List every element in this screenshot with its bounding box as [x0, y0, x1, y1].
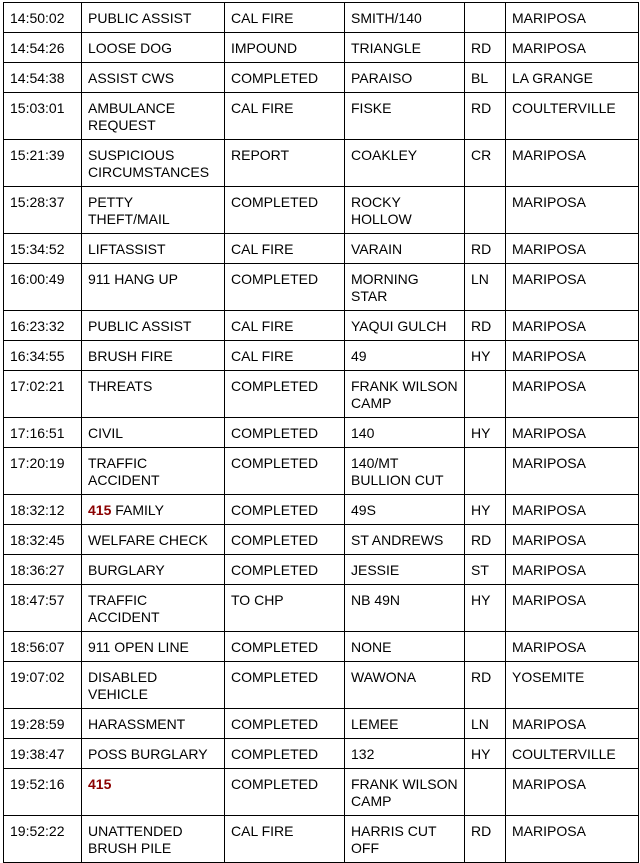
time-cell: 18:36:27	[4, 555, 82, 585]
time-cell: 14:54:26	[4, 33, 82, 63]
city-cell: MARIPOSA	[506, 140, 639, 187]
disposition-cell: COMPLETED	[225, 632, 345, 662]
table-row	[4, 709, 639, 739]
disposition-cell: IMPOUND	[225, 33, 345, 63]
city-cell: MARIPOSA	[506, 585, 639, 632]
city-cell: MARIPOSA	[506, 234, 639, 264]
call-log-table	[3, 2, 639, 863]
table-row	[4, 3, 639, 33]
disposition-cell: COMPLETED	[225, 769, 345, 816]
highlight-code: 415	[88, 502, 112, 518]
table-row	[4, 140, 639, 187]
disposition-cell: REPORT	[225, 140, 345, 187]
time-cell: 16:00:49	[4, 264, 82, 311]
street-suffix-cell: RD	[465, 525, 506, 555]
city-cell: LA GRANGE	[506, 63, 639, 93]
location-cell: 132	[345, 739, 465, 769]
city-cell: MARIPOSA	[506, 632, 639, 662]
street-suffix-cell: RD	[465, 234, 506, 264]
incident-type-cell: TRAFFIC ACCIDENT	[82, 585, 225, 632]
street-suffix-cell: LN	[465, 709, 506, 739]
disposition-cell: COMPLETED	[225, 495, 345, 525]
incident-type-cell: POSS BURGLARY	[82, 739, 225, 769]
table-row	[4, 371, 639, 418]
incident-type-cell	[82, 495, 225, 525]
table-row	[4, 555, 639, 585]
city-cell: COULTERVILLE	[506, 93, 639, 140]
location-cell: HARRIS CUT OFF	[345, 816, 465, 863]
time-cell: 18:32:12	[4, 495, 82, 525]
table-row	[4, 264, 639, 311]
incident-type-cell: THREATS	[82, 371, 225, 418]
incident-type-cell: PUBLIC ASSIST	[82, 3, 225, 33]
time-cell: 18:56:07	[4, 632, 82, 662]
street-suffix-cell: HY	[465, 341, 506, 371]
time-cell: 14:54:38	[4, 63, 82, 93]
location-cell: ST ANDREWS	[345, 525, 465, 555]
highlight-code: 415	[88, 776, 112, 792]
disposition-cell: COMPLETED	[225, 187, 345, 234]
time-cell: 17:20:19	[4, 448, 82, 495]
city-cell: MARIPOSA	[506, 3, 639, 33]
disposition-cell: CAL FIRE	[225, 816, 345, 863]
location-cell: NONE	[345, 632, 465, 662]
disposition-cell: TO CHP	[225, 585, 345, 632]
location-cell: FISKE	[345, 93, 465, 140]
incident-type-cell: AMBULANCE REQUEST	[82, 93, 225, 140]
incident-type-cell: TRAFFIC ACCIDENT	[82, 448, 225, 495]
disposition-cell: COMPLETED	[225, 709, 345, 739]
table-row	[4, 662, 639, 709]
disposition-cell: CAL FIRE	[225, 341, 345, 371]
time-cell: 19:38:47	[4, 739, 82, 769]
city-cell: MARIPOSA	[506, 264, 639, 311]
incident-type-cell: DISABLED VEHICLE	[82, 662, 225, 709]
table-row	[4, 632, 639, 662]
location-cell: 140/MT BULLION CUT	[345, 448, 465, 495]
street-suffix-cell: HY	[465, 418, 506, 448]
street-suffix-cell	[465, 632, 506, 662]
location-cell: SMITH/140	[345, 3, 465, 33]
disposition-cell: COMPLETED	[225, 662, 345, 709]
table-row	[4, 585, 639, 632]
street-suffix-cell: HY	[465, 739, 506, 769]
time-cell: 18:47:57	[4, 585, 82, 632]
street-suffix-cell	[465, 187, 506, 234]
incident-type-cell	[82, 769, 225, 816]
table-row	[4, 234, 639, 264]
incident-type-cell: WELFARE CHECK	[82, 525, 225, 555]
time-cell: 15:28:37	[4, 187, 82, 234]
city-cell: MARIPOSA	[506, 418, 639, 448]
time-cell: 19:28:59	[4, 709, 82, 739]
incident-type-cell: CIVIL	[82, 418, 225, 448]
city-cell: MARIPOSA	[506, 525, 639, 555]
disposition-cell: CAL FIRE	[225, 234, 345, 264]
city-cell: MARIPOSA	[506, 341, 639, 371]
table-row	[4, 816, 639, 863]
time-cell: 15:34:52	[4, 234, 82, 264]
time-cell: 16:34:55	[4, 341, 82, 371]
time-cell: 19:07:02	[4, 662, 82, 709]
disposition-cell: COMPLETED	[225, 448, 345, 495]
location-cell: COAKLEY	[345, 140, 465, 187]
incident-type-cell: BURGLARY	[82, 555, 225, 585]
incident-type-cell: LOOSE DOG	[82, 33, 225, 63]
street-suffix-cell	[465, 3, 506, 33]
incident-type-cell: PETTY THEFT/MAIL	[82, 187, 225, 234]
disposition-cell: COMPLETED	[225, 264, 345, 311]
location-cell: VARAIN	[345, 234, 465, 264]
street-suffix-cell: RD	[465, 662, 506, 709]
table-row	[4, 418, 639, 448]
location-cell: WAWONA	[345, 662, 465, 709]
street-suffix-cell: ST	[465, 555, 506, 585]
city-cell: MARIPOSA	[506, 495, 639, 525]
time-cell: 14:50:02	[4, 3, 82, 33]
time-cell: 19:52:16	[4, 769, 82, 816]
disposition-cell: COMPLETED	[225, 418, 345, 448]
table-row	[4, 33, 639, 63]
location-cell: 140	[345, 418, 465, 448]
time-cell: 15:21:39	[4, 140, 82, 187]
street-suffix-cell: RD	[465, 93, 506, 140]
location-cell: ROCKY HOLLOW	[345, 187, 465, 234]
table-row	[4, 341, 639, 371]
time-cell: 17:16:51	[4, 418, 82, 448]
location-cell: JESSIE	[345, 555, 465, 585]
location-cell: FRANK WILSON CAMP	[345, 371, 465, 418]
street-suffix-cell: LN	[465, 264, 506, 311]
call-log-body	[4, 3, 639, 863]
table-row	[4, 311, 639, 341]
time-cell: 16:23:32	[4, 311, 82, 341]
table-row	[4, 495, 639, 525]
location-cell: MORNING STAR	[345, 264, 465, 311]
incident-type-cell: LIFTASSIST	[82, 234, 225, 264]
street-suffix-cell	[465, 448, 506, 495]
table-row	[4, 93, 639, 140]
disposition-cell: COMPLETED	[225, 63, 345, 93]
disposition-cell: COMPLETED	[225, 739, 345, 769]
table-row	[4, 448, 639, 495]
time-cell: 18:32:45	[4, 525, 82, 555]
city-cell: MARIPOSA	[506, 311, 639, 341]
location-cell: 49	[345, 341, 465, 371]
city-cell: MARIPOSA	[506, 371, 639, 418]
table-row	[4, 525, 639, 555]
city-cell: MARIPOSA	[506, 33, 639, 63]
city-cell: MARIPOSA	[506, 555, 639, 585]
table-row	[4, 187, 639, 234]
table-row	[4, 63, 639, 93]
incident-type-cell: 911 HANG UP	[82, 264, 225, 311]
disposition-cell: COMPLETED	[225, 525, 345, 555]
street-suffix-cell: HY	[465, 495, 506, 525]
location-cell: 49S	[345, 495, 465, 525]
location-cell: YAQUI GULCH	[345, 311, 465, 341]
time-cell: 17:02:21	[4, 371, 82, 418]
street-suffix-cell: HY	[465, 585, 506, 632]
location-cell: FRANK WILSON CAMP	[345, 769, 465, 816]
street-suffix-cell: RD	[465, 816, 506, 863]
table-row	[4, 739, 639, 769]
incident-type-cell: SUSPICIOUS CIRCUMSTANCES	[82, 140, 225, 187]
city-cell: MARIPOSA	[506, 709, 639, 739]
disposition-cell: CAL FIRE	[225, 3, 345, 33]
incident-type-cell: ASSIST CWS	[82, 63, 225, 93]
time-cell: 19:52:22	[4, 816, 82, 863]
incident-type-cell: PUBLIC ASSIST	[82, 311, 225, 341]
city-cell: MARIPOSA	[506, 187, 639, 234]
street-suffix-cell	[465, 769, 506, 816]
incident-type-cell: 911 OPEN LINE	[82, 632, 225, 662]
location-cell: NB 49N	[345, 585, 465, 632]
incident-type-cell: HARASSMENT	[82, 709, 225, 739]
city-cell: COULTERVILLE	[506, 739, 639, 769]
city-cell: YOSEMITE	[506, 662, 639, 709]
street-suffix-cell: CR	[465, 140, 506, 187]
street-suffix-cell	[465, 371, 506, 418]
incident-type-cell: BRUSH FIRE	[82, 341, 225, 371]
city-cell: MARIPOSA	[506, 816, 639, 863]
table-row	[4, 769, 639, 816]
incident-type-text: FAMILY	[115, 502, 165, 518]
street-suffix-cell: RD	[465, 311, 506, 341]
location-cell: LEMEE	[345, 709, 465, 739]
disposition-cell: COMPLETED	[225, 371, 345, 418]
disposition-cell: CAL FIRE	[225, 93, 345, 140]
location-cell: TRIANGLE	[345, 33, 465, 63]
incident-type-cell: UNATTENDED BRUSH PILE	[82, 816, 225, 863]
street-suffix-cell: RD	[465, 33, 506, 63]
location-cell: PARAISO	[345, 63, 465, 93]
city-cell: MARIPOSA	[506, 769, 639, 816]
disposition-cell: COMPLETED	[225, 555, 345, 585]
disposition-cell: CAL FIRE	[225, 311, 345, 341]
street-suffix-cell: BL	[465, 63, 506, 93]
time-cell: 15:03:01	[4, 93, 82, 140]
city-cell: MARIPOSA	[506, 448, 639, 495]
